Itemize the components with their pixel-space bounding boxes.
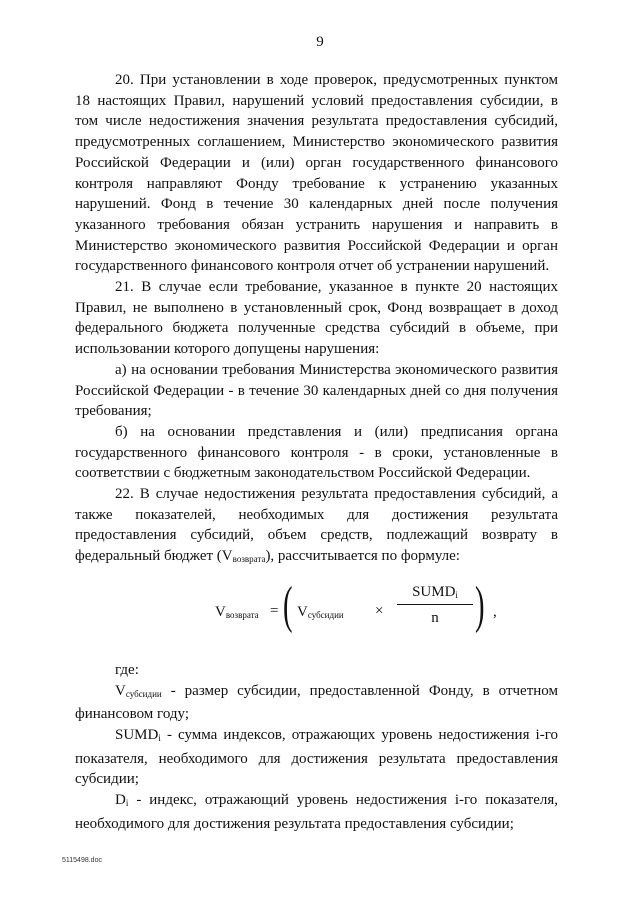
- definition-d-var: D: [115, 792, 126, 809]
- document-body: [75, 70, 558, 835]
- paragraph-22-text: 22. В случае недостижения результата предоставления субсидий, а также показателей, необходимых для достижения результата предоставления субсидий, объем средств, подлежащий возврату в федеральный бюджет (V: [75, 486, 558, 565]
- formula-subsidy-var: [297, 602, 344, 626]
- formula-times: ×: [375, 602, 384, 619]
- file-name-footer: 5115498.doc: [62, 857, 102, 864]
- formula-lhs: [215, 602, 259, 626]
- paragraph-20: 20. При установлении в ходе проверок, предусмотренных пунктом 18 настоящих Правил, нарушений условий предоставления субсидии, в том числе недостижения значения результата предоставления субсидий, предусмотренных соглашением, Министерство экономического развития Российской Федерации и (или) орган государственного финансового контроля направляют Фонду требование к устранению указанных нарушений. Фонд в течение 30 календарных дней после получения указанного требования обязан устранить нарушения и направить в Министерство экономического развития Российской Федерации и орган государственного финансового контроля отчет об устранении нарушений.: [75, 72, 558, 275]
- definition-v-var: V: [115, 682, 126, 699]
- definition-v-text: - размер субсидии, предоставленной Фонду, в отчетном финансовом году;: [75, 682, 558, 723]
- formula-numerator-sub: i: [455, 589, 458, 600]
- paragraph-21: 21. В случае если требование, указанное в пункте 20 настоящих Правил, не выполнено в установленный срок, Фонд возвращает в доход федерального бюджета полученные средства субсидий в объеме, при использовании которого допущены нарушения:: [75, 279, 558, 358]
- formula-paren-right: ): [475, 576, 485, 634]
- formula-paren-left: (: [283, 576, 293, 634]
- formula-numerator: [397, 582, 473, 602]
- formula-lhs-sub: возврата: [225, 609, 259, 620]
- definition-v-sub: субсидии: [125, 688, 162, 699]
- formula-fraction: [397, 582, 473, 629]
- formula-fraction-line: [397, 604, 473, 605]
- definition-sumd-sub: i: [158, 732, 161, 743]
- formula-equals: =: [270, 602, 279, 619]
- definition-d-sub: i: [125, 798, 129, 809]
- definition-d: [75, 790, 558, 834]
- formula-denominator: n: [431, 609, 439, 626]
- page-number: 9: [316, 34, 324, 50]
- paragraph-22: [75, 484, 558, 570]
- definition-v-subsidy: [75, 681, 558, 725]
- formula-v-sub: субсидии: [307, 609, 344, 620]
- definition-sumd: [75, 725, 558, 790]
- paragraph-21a: а) на основании требования Министерства экономического развития Российской Федерации - в течение 30 календарных дней со дня получения требования;: [75, 361, 558, 420]
- definition-sumd-text: - сумма индексов, отражающих уровень недостижения i-го показателя, необходимого для достижения результата предоставления субсидии;: [75, 726, 558, 788]
- formula-numerator-var: SUMD: [412, 583, 456, 600]
- paragraph-22-end: ), рассчитывается по формуле:: [265, 548, 460, 565]
- formula-lhs-var: V: [215, 603, 226, 620]
- definitions-where: где:: [115, 661, 139, 678]
- paragraph-22-subscript: возврата: [232, 554, 266, 565]
- definition-sumd-var: SUMD: [115, 726, 159, 743]
- refund-formula: [75, 574, 558, 650]
- paragraph-21b: б) на основании представления и (или) предписания органа государственного финансового контроля - в сроки, установленные в соответствии с бюджетным законодательством Российской Федерации.: [75, 423, 558, 482]
- formula-comma: ,: [493, 603, 497, 620]
- formula-v-var: V: [297, 603, 308, 620]
- definition-d-text: - индекс, отражающий уровень недостижения i-го показателя, необходимого для достижения результата предоставления субсидии;: [75, 792, 558, 832]
